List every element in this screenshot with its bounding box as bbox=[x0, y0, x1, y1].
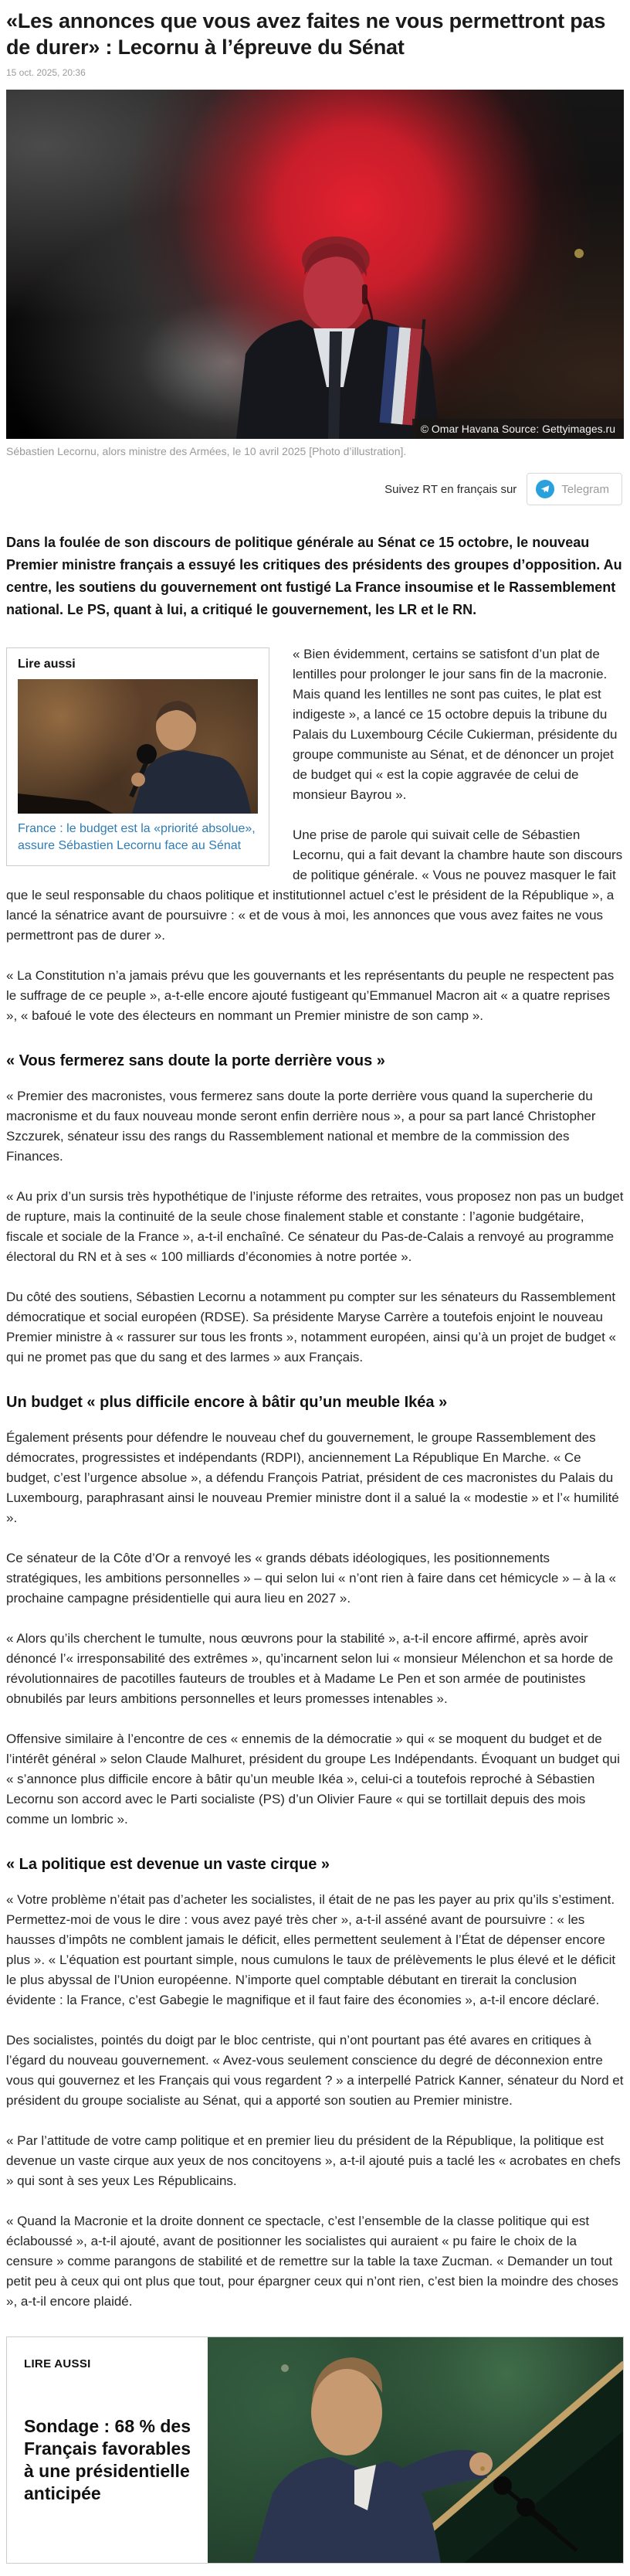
page-title: «Les annonces que vous avez faites ne vous permettront pas de durer» : Lecornu à l’épreuve du Sénat bbox=[6, 9, 606, 59]
publish-date: 15 oct. 2025, 20:36 bbox=[6, 67, 86, 78]
follow-bar bbox=[6, 473, 624, 505]
article-paragraph: « Alors qu’ils cherchent le tumulte, nous œuvrons pour la stabilité », a-t-il encore affirmé, après avoir dénoncé l’« irresponsabilité des extrêmes », qu’incarnent selon lui « monsieur Mélenchon et sa horde de révolutionnaires de pacotilles fauteurs de troubles et à Madame Le Pen et son armée de poutinistes obnubilés par leurs ambitions personnelles et leurs promesses intenables ». bbox=[6, 1631, 614, 1706]
read-also-bottom-headline[interactable]: Sondage : 68 % des Français favorables à une présidentielle anticipée bbox=[24, 2416, 191, 2503]
article-paragraph: « La Constitution n’a jamais prévu que les gouvernants et les représentants du peuple ne respectent pas le suffrage de ce peuple », a-t-elle encore ajouté fustigeant qu’Emmanuel Macron ait « a quatre reprises », « bafoué le vote des électeurs en nommant un Premier ministre de son camp ». bbox=[6, 968, 615, 1023]
photo-caption: Sébastien Lecornu, alors ministre des Armées, le 10 avril 2025 [Photo d’illustration]. bbox=[6, 445, 407, 457]
read-also-bottom-text bbox=[7, 2337, 208, 2563]
related-article-link[interactable]: France : le budget est la «priorité absolue», assure Sébastien Lecornu face au Sénat bbox=[18, 822, 256, 852]
article-paragraph: « Au prix d’un sursis très hypothétique de l’injuste réforme des retraites, vous proposez non pas un budget de rupture, mais la continuité de la seule chose finalement stable et constante : l’agonie budgétaire, fiscale et sociale de la France », a-t-il enchaîné. Ce sénateur du Pas-de-Calais a renvoyé au programme électoral du RN et à ses « 100 milliards d’économies à notre portée ». bbox=[6, 1189, 624, 1264]
article-paragraph: « Par l’attitude de votre camp politique et en premier lieu du président de la République, la politique est devenue un vaste cirque aux yeux de nos concitoyens », a-t-il ajouté puis a taclé les « acrobates en chefs » qui sont à ses yeux Les Républicains. bbox=[6, 2133, 621, 2188]
related-article-thumbnail[interactable] bbox=[18, 679, 258, 814]
read-also-box bbox=[6, 647, 269, 866]
article-body bbox=[6, 644, 624, 2312]
article-paragraph: « Bien évidemment, certains se satisfont d’un plat de lentilles pour prolonger le jour sans fin de la macronie. Mais quand les lentilles ne sont pas cuites, le plat est indigeste », a lancé ce 15 octobre depuis la tribune du Palais du Luxembourg Cécile Cukierman, présidente du groupe communiste au Sénat, et de dénoncer un projet de budget qui « est la copie aggravée de celui de monsieur Bayrou ». bbox=[293, 647, 618, 802]
article-paragraph: Également présents pour défendre le nouveau chef du gouvernement, le groupe Rassemblement des démocrates, progressistes et indépendants (RDPI), anciennement La République En Marche. « Ce budget, c’est l’urgence absolue », a défendu François Patriat, président de ces macronistes du Palais du Luxembourg, paraphrasant ainsi le nouveau Premier ministre dont il a salué la « modestie » et l’« humilité ». bbox=[6, 1430, 619, 1525]
telegram-button[interactable] bbox=[527, 473, 622, 505]
hero-photo-illustration bbox=[6, 90, 624, 439]
telegram-button-label: Telegram bbox=[561, 482, 609, 496]
article-paragraph: « Premier des macronistes, vous fermerez sans doute la porte derrière vous quand la supercherie du macronisme et du faux nouveau monde seront enfin derrière nous », a pour sa part lancé Christopher Szczurek, sénateur issu des rangs du Rassemblement national et membre de la commission des Finances. bbox=[6, 1089, 596, 1164]
section-heading: « La politique est devenue un vaste cirque » bbox=[6, 1856, 330, 1873]
related-article-image bbox=[208, 2337, 623, 2563]
article-paragraph: « Votre problème n’était pas d’acheter les socialistes, il était de ne pas les payer au prix qu’ils s’estiment. Permettez-moi de vous le dire : vous avez payé très cher », a-t-il asséné avant de poursuivre : « les hausses d’impôts ne comblent jamais le déficit, elles permettent seulement à l’État de dépenser encore plus ». « L’équation est pourtant simple, nous cumulons le taux de prélèvements le plus élevé et le déficit le plus abyssal de l’Union européenne. N’importe quel comptable débutant en tirerait la conclusion évidente : la France, c’est Gabegie le magnifique et il faut faire des économies », a-t-il encore déclaré. bbox=[6, 1892, 616, 2007]
article-paragraph: Offensive similaire à l’encontre de ces « ennemis de la démocratie » qui « se moquent du budget et de l’intérêt général » selon Claude Malhuret, président du groupe Les Indépendants. Évoquant un budget qui « s’annonce plus difficile encore à bâtir qu’un meuble Ikéa », celui-ci a toutefois reproché à Sébastien Lecornu son accord avec le Parti socialiste (PS) d’un Olivier Faure « qui se tortillait depuis des mois comme un lombric ». bbox=[6, 1731, 620, 1827]
article-paragraph: Ce sénateur de la Côte d’Or a renvoyé les « grands débats idéologiques, les positionnements stratégiques, les ambitions personnelles » – qui selon lui « n’ont rien à faire dans cet hémicycle » – à la « prochaine campagne présidentielle qui aura lieu en 2027 ». bbox=[6, 1551, 617, 1606]
article-paragraph: Du côté des soutiens, Sébastien Lecornu a notamment pu compter sur les sénateurs du Rassemblement démocratique et social européen (RDSE). Sa présidente Maryse Carrère a toutefois enjoint le nouveau Premier ministre à « rassurer sur tous les fronts », notamment européen, ainsi qu’à un projet de budget « qui ne promet pas que du sang et des larmes » aux Français. bbox=[6, 1290, 616, 1364]
follow-text: Suivez RT en français sur bbox=[384, 482, 517, 496]
article-paragraph: Des socialistes, pointés du doigt par le bloc centriste, qui n’ont pourtant pas été avares en critiques à l’égard du nouveau gouvernement. « Avez-vous seulement conscience du degré de déconnexion entre vous qui gouvernez et les Français qui vous regardent ? » a interpellé Patrick Kanner, sénateur du Nord et président du groupe socialiste au Sénat, qui a apporté son soutien au Premier ministre. bbox=[6, 2033, 624, 2108]
read-also-label: Lire aussi bbox=[18, 658, 76, 671]
section-heading: Un budget « plus difficile encore à bâtir qu’un meuble Ikéa » bbox=[6, 1394, 448, 1411]
article-hero-image bbox=[6, 90, 624, 439]
read-also-bottom-card[interactable] bbox=[6, 2336, 624, 2564]
lead-paragraph: Dans la foulée de son discours de politique générale au Sénat ce 15 octobre, le nouveau Premier ministre français a essuyé les critiques des présidents des groupes d’opposition. Au centre, les soutiens du gouvernement ont fustigé La France insoumise et le Rassemblement national. Le PS, quant à lui, a critiqué le gouvernement, les LR et le RN. bbox=[6, 535, 622, 617]
photo-credit: © Omar Havana Source: Gettyimages.ru bbox=[412, 419, 624, 439]
read-also-bottom-label: LIRE AUSSI bbox=[24, 2357, 91, 2370]
telegram-icon bbox=[536, 480, 554, 498]
article-paragraph: « Quand la Macronie et la droite donnent ce spectacle, c’est l’ensemble de la classe politique qui est éclaboussé », a-t-il ajouté, avant de positionner les socialistes qui auraient « pu faire le choix de la censure » comme parangons de stabilité et de remettre sur la table la taxe Zucman. « Demander un tout petit peu à ceux qui ont plus que tout, pour épargner ceux qui n’ont rien, c’est bien la moindre des choses », a-t-il encore plaidé. bbox=[6, 2214, 618, 2309]
article-paragraph: Une prise de parole qui suivait celle de Sébastien Lecornu, qui a fait devant la chambre haute son discours de politique générale. « Vous ne pouvez masquer le fait que le seul responsable du chaos politique et institutionnel actuel c’est le président de la République », a lancé la sénatrice avant de poursuivre : « et de vous à moi, les annonces que vous avez faites ne vous permettront pas de durer ». bbox=[6, 828, 623, 943]
section-heading: « Vous fermerez sans doute la porte derrière vous » bbox=[6, 1052, 385, 1069]
macron-un-illustration bbox=[208, 2337, 623, 2563]
senate-thumbnail-illustration bbox=[18, 679, 258, 814]
